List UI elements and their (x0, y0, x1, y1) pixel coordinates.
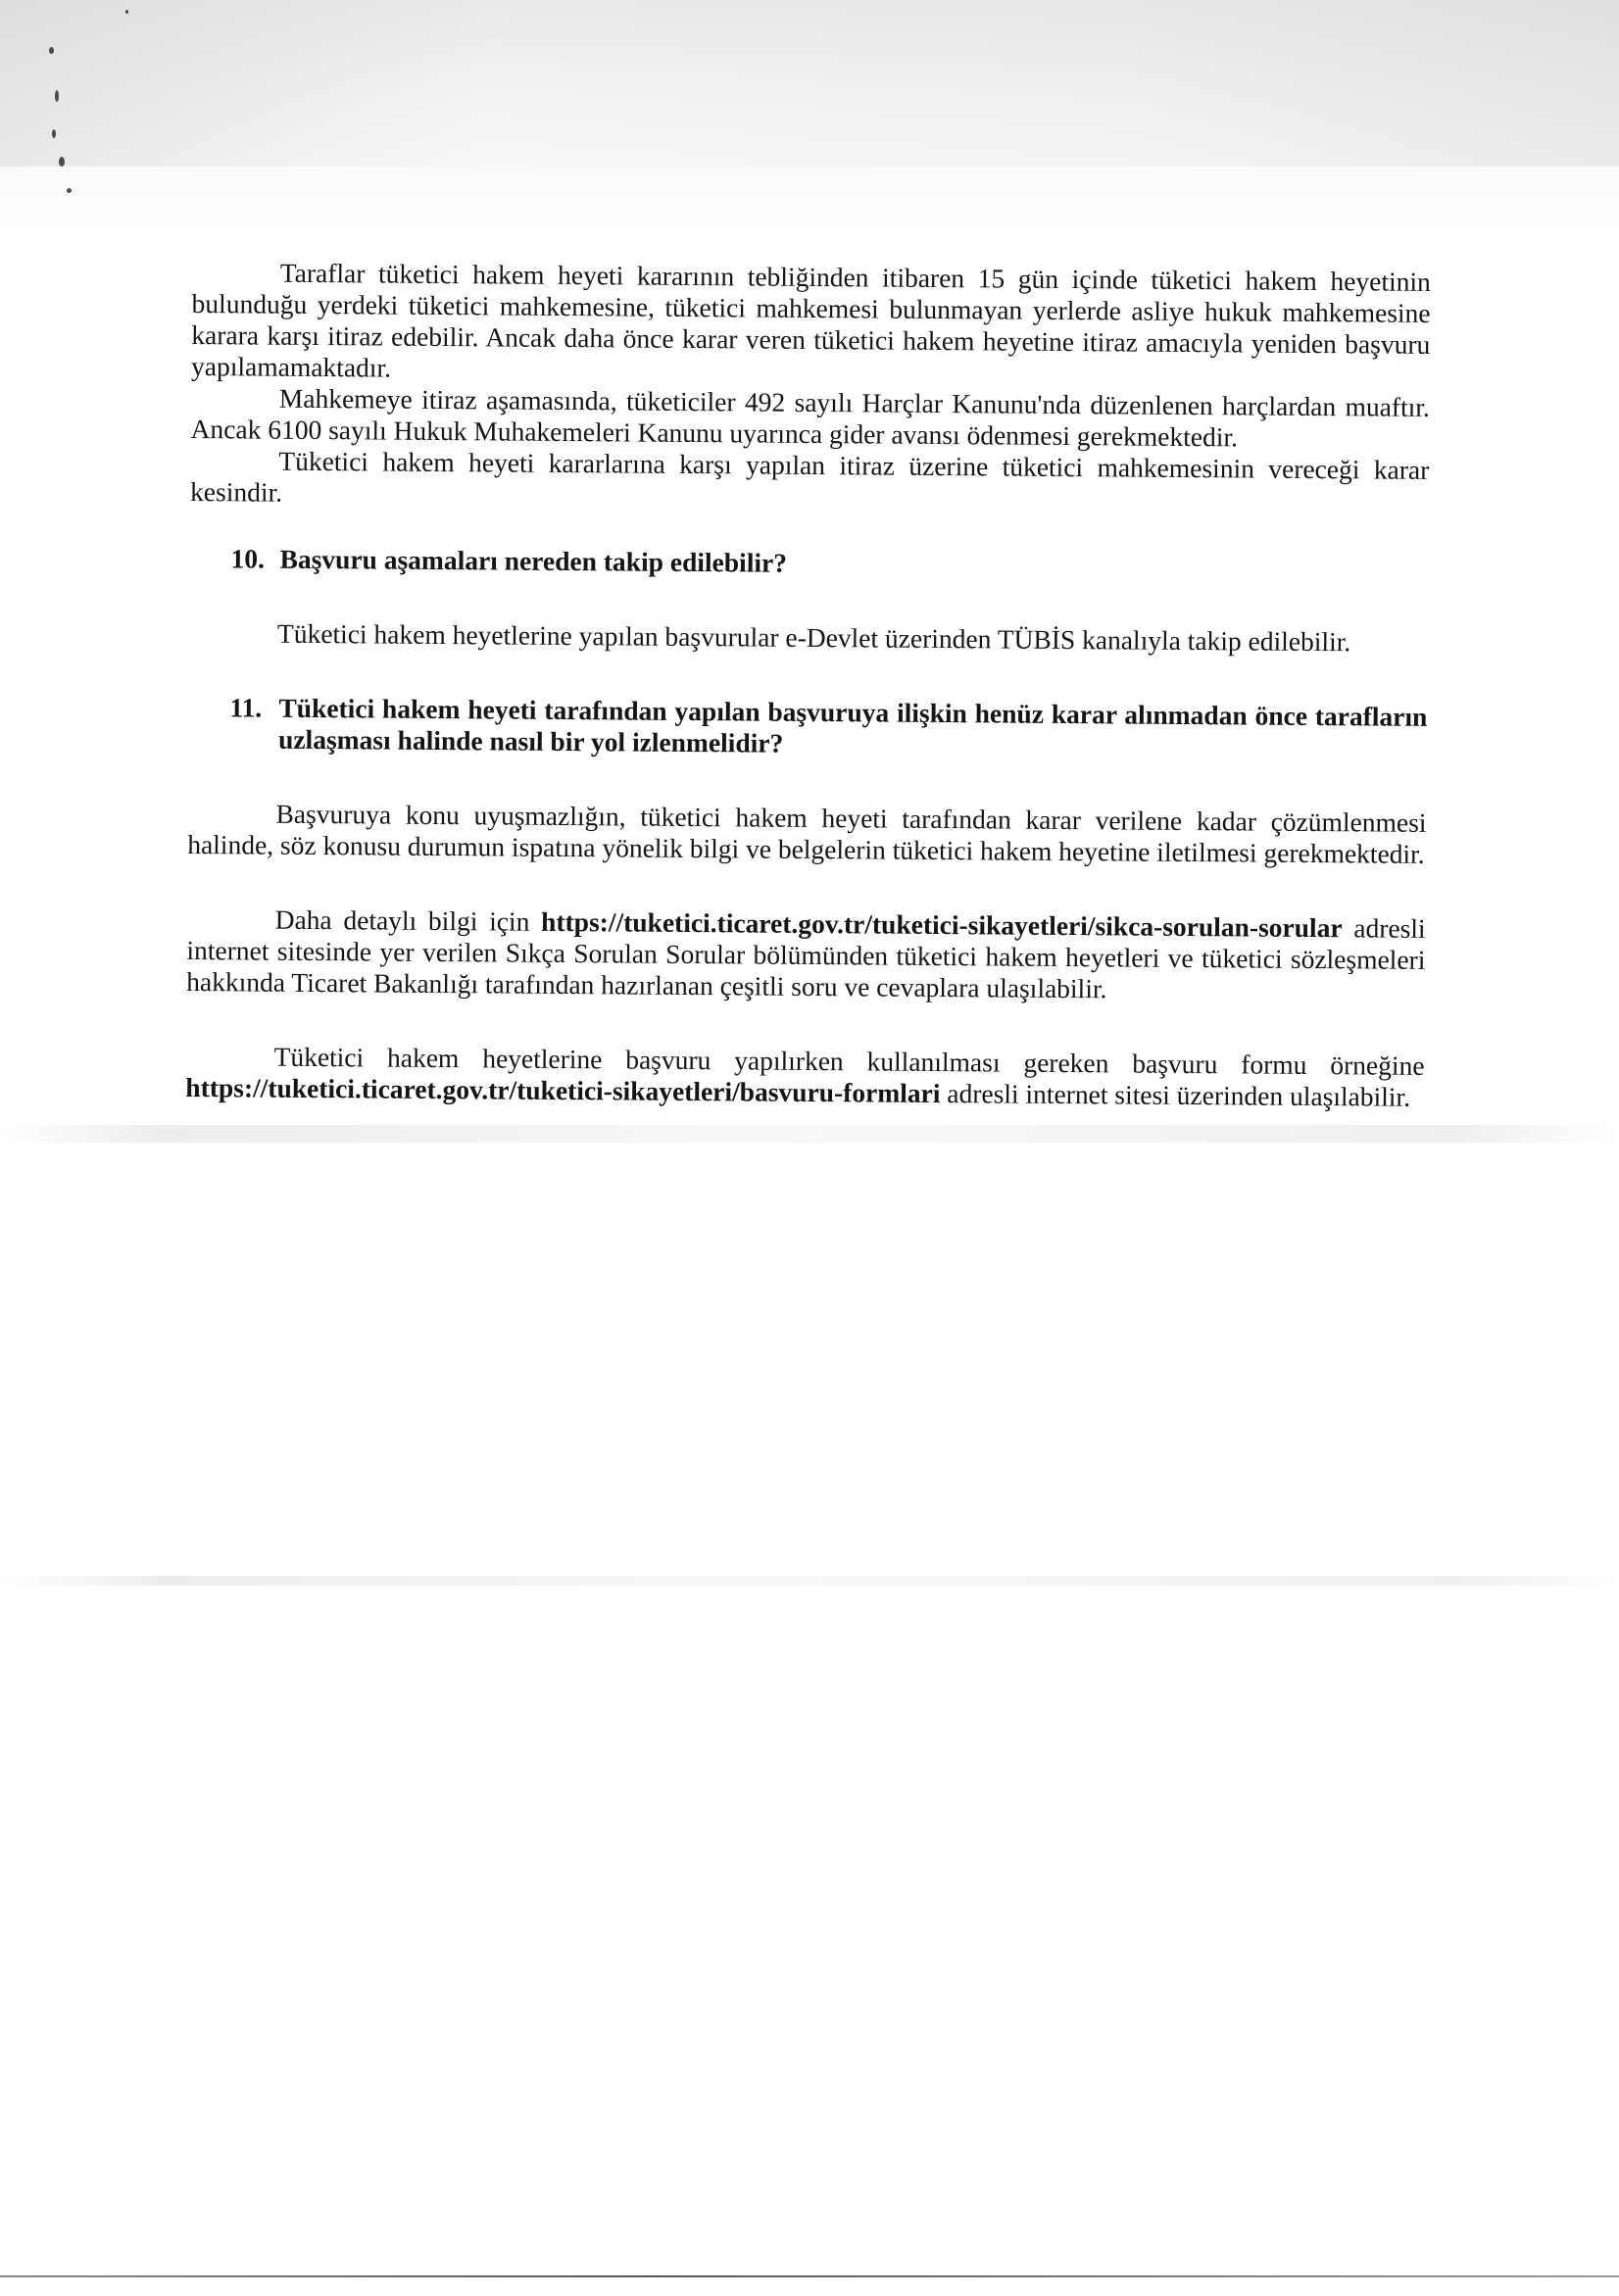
forms-text-after: adresli internet sitesi üzerinden ulaşılabilir. (940, 1078, 1411, 1112)
paragraph-fees: Mahkemeye itiraz aşamasında, tüketiciler 492 sayılı Harçlar Kanunu'nda düzenlenen harçlardan muaftır. Ancak 6100 sayılı Hukuk Muhakemeleri Kanunu uyarınca gider avansı ödenmesi gerekmektedir. (190, 382, 1430, 453)
heading-text: Başvuru aşamaları nereden takip edilebilir? (279, 543, 788, 578)
heading-number: 11. (229, 692, 263, 723)
heading-number: 10. (230, 543, 266, 574)
scan-speck (67, 188, 72, 193)
paragraph-finality: Tüketici hakem heyeti kararlarına karşı yapılan itiraz üzerine tüketici mahkemesinin vereceği karar kesindir. (189, 445, 1430, 508)
details-text-before: Daha detaylı bilgi için (274, 904, 542, 937)
paragraph-forms (185, 1041, 1424, 1113)
document-body (185, 257, 1431, 1113)
paragraph-tracking: Tüketici hakem heyetlerine yapılan başvurular e-Devlet üzerinden TÜBİS kanalıyla takip edilebilir. (276, 617, 1351, 658)
heading-text: Tüketici hakem heyeti tarafından yapılan başvuruya ilişkin henüz karar alınmadan önce tarafların uzlaşması halinde nasıl bir yol izlenmelidir? (278, 692, 1428, 758)
scan-artifact-band (0, 1576, 1619, 1586)
scan-artifact-band (0, 1125, 1619, 1143)
scan-speck (55, 90, 59, 102)
scan-bottom-edge (0, 2275, 1619, 2277)
details-text-after: adresli internet sitesinde yer verilen Sıkça Sorulan Sorular bölümünden tüketici hakem heyetleri ve tüketici sözleşmeleri hakkında Ticaret Bakanlığı tarafından hazırlanan çeşitli soru ve cevaplara ulaşılabilir. (186, 912, 1426, 1004)
forms-url-link[interactable]: https://tuketici.ticaret.gov.tr/tuketici-sikayetleri/basvuru-formlari (185, 1071, 941, 1109)
paragraph-settlement: Başvuruya konu uyuşmazlığın, tüketici hakem heyeti tarafından karar verilene kadar çözümlenmesi halinde, söz konusu durumun ispatına yönelik bilgi ve belgelerin tüketici hakem heyetine iletilmesi gerekmektedir. (187, 798, 1427, 869)
forms-text-before: Tüketici hakem heyetlerine başvuru yapılırken kullanılması gereken başvuru formu örneğine (273, 1041, 1425, 1081)
paragraph-details (186, 904, 1426, 1007)
scan-shadow-top (0, 0, 1619, 167)
faq-url-link[interactable]: https://tuketici.ticaret.gov.tr/tuketici-sikayetleri/sikca-sorulan-sorular (540, 905, 1343, 944)
scan-speck (49, 47, 54, 54)
scan-speck (125, 10, 128, 14)
paragraph-objection: Taraflar tüketici hakem heyeti kararının tebliğinden itibaren 15 gün içinde tüketici hakem heyetinin bulunduğu yerdeki tüketici mahkemesine, tüketici mahkemesi bulunmayan yerlerde asliye hukuk mahkemesine karara karşı itiraz edebilir. Ancak daha önce karar veren tüketici hakem heyetine itiraz amacıyla yeniden başvuru yapılamamaktadır. (191, 257, 1431, 383)
heading-question-11 (188, 692, 1427, 764)
scan-speck (59, 157, 65, 167)
scan-speck (52, 129, 56, 138)
